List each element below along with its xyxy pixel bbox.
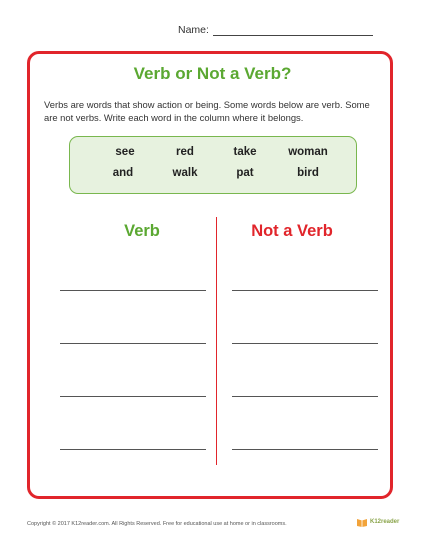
- word-bank-item: pat: [236, 167, 254, 179]
- copyright-text: Copyright © 2017 K12reader.com. All Rights Reserved. Free for educational use at home or in classrooms.: [27, 521, 287, 527]
- word-bank-item: bird: [297, 167, 319, 179]
- column-divider: [216, 217, 217, 465]
- word-bank-item: take: [233, 146, 257, 158]
- word-bank-item: red: [176, 146, 194, 158]
- k12reader-logo: [356, 517, 399, 527]
- not-verb-answer-line[interactable]: [232, 396, 378, 397]
- word-bank-item: and: [112, 167, 134, 179]
- verb-answer-line[interactable]: [60, 396, 206, 397]
- verb-answer-line[interactable]: [60, 343, 206, 344]
- not-verb-answer-line[interactable]: [232, 343, 378, 344]
- book-icon: [356, 517, 368, 527]
- not-verb-column-heading: Not a Verb: [251, 222, 333, 240]
- instructions-text: Verbs are words that show action or being. Some words below are verb. Some are not verbs. Write each word in the column where it belongs.: [44, 99, 370, 123]
- word-bank-item: woman: [288, 146, 328, 158]
- verb-column-heading: Verb: [124, 222, 160, 240]
- logo-text: K12reader: [370, 519, 400, 525]
- not-verb-answer-line[interactable]: [232, 290, 378, 291]
- worksheet-title: Verb or Not a Verb?: [133, 64, 292, 83]
- not-verb-answer-line[interactable]: [232, 449, 378, 450]
- verb-answer-line[interactable]: [60, 290, 206, 291]
- name-field-line[interactable]: [213, 24, 373, 36]
- word-bank-item: walk: [172, 167, 198, 179]
- name-row: [178, 24, 373, 36]
- word-bank: [69, 136, 357, 194]
- word-bank-item: see: [115, 146, 135, 158]
- name-label: Name:: [178, 24, 209, 36]
- verb-answer-line[interactable]: [60, 449, 206, 450]
